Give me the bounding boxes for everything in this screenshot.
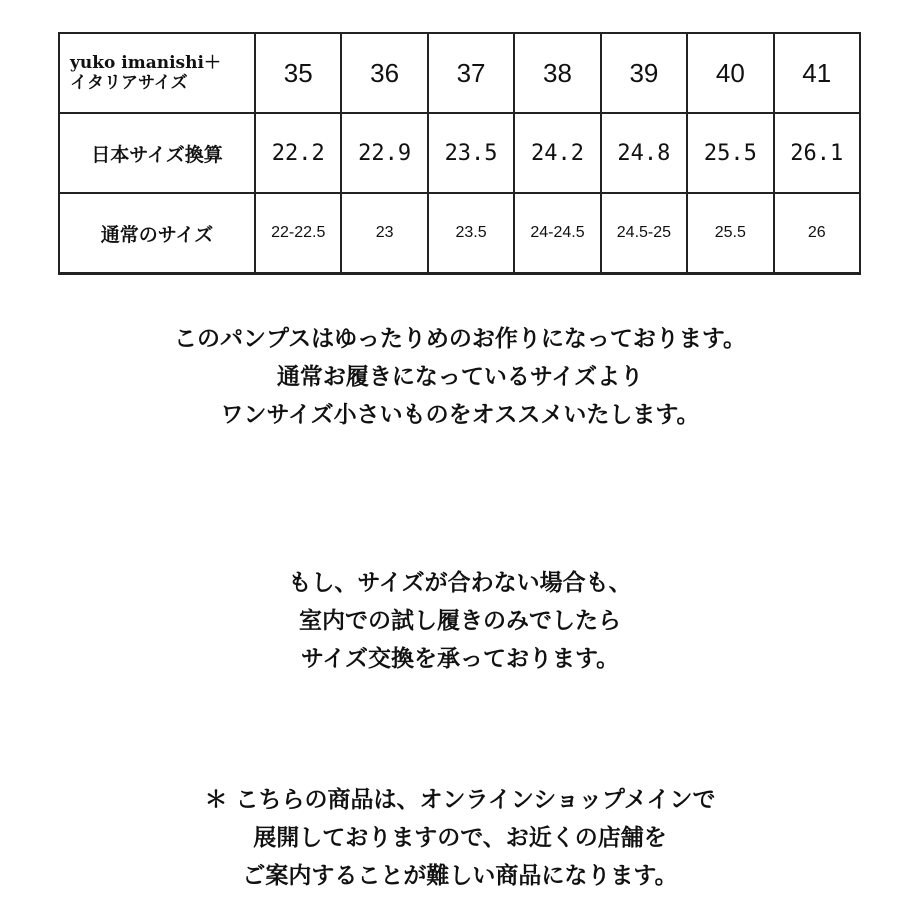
store-notice-line: 展開しておりますので、お近くの店舗を xyxy=(253,825,667,851)
usual-size-cell: 26 xyxy=(774,193,860,274)
italian-size-cell: 39 xyxy=(601,33,687,113)
size-chart-table xyxy=(58,32,861,275)
japan-size-row xyxy=(59,113,860,193)
store-notice-line: ＊ こちらの商品は、オンラインショップメインで xyxy=(204,787,716,813)
italian-size-cell: 35 xyxy=(255,33,341,113)
store-notice xyxy=(0,781,920,895)
italian-size-cell: 37 xyxy=(428,33,514,113)
usual-size-cell: 23 xyxy=(341,193,427,274)
exchange-notice-line: もし、サイズが合わない場合も、 xyxy=(288,570,632,596)
japan-size-cell: 24.8 xyxy=(601,113,687,193)
usual-size-label: 通常のサイズ xyxy=(59,193,255,274)
usual-size-cell: 24-24.5 xyxy=(514,193,600,274)
italian-size-cell: 41 xyxy=(774,33,860,113)
usual-size-cell: 23.5 xyxy=(428,193,514,274)
exchange-notice-line: 室内での試し履きのみでしたら xyxy=(299,608,621,634)
header-label-cell xyxy=(59,33,255,113)
usual-size-cell: 22-22.5 xyxy=(255,193,341,274)
store-notice-line: ご案内することが難しい商品になります。 xyxy=(242,863,678,889)
italian-size-cell: 36 xyxy=(341,33,427,113)
italian-size-cell: 40 xyxy=(687,33,773,113)
fit-notice-line: 通常お履きになっているサイズより xyxy=(276,364,644,390)
italian-size-cell: 38 xyxy=(514,33,600,113)
italian-size-row xyxy=(59,33,860,113)
usual-size-cell: 25.5 xyxy=(687,193,773,274)
fit-notice xyxy=(0,320,920,434)
japan-size-cell: 22.2 xyxy=(255,113,341,193)
exchange-notice xyxy=(0,564,920,678)
fit-notice-line: ワンサイズ小さいものをオススメいたします。 xyxy=(220,402,700,428)
japan-size-cell: 26.1 xyxy=(774,113,860,193)
japan-size-cell: 24.2 xyxy=(514,113,600,193)
header-label-line2: イタリアサイズ xyxy=(70,73,188,93)
header-label-line1: yuko imanishi＋ xyxy=(70,53,221,73)
exchange-notice-line: サイズ交換を承っております。 xyxy=(300,646,620,672)
japan-size-cell: 25.5 xyxy=(687,113,773,193)
japan-size-cell: 23.5 xyxy=(428,113,514,193)
japan-size-label: 日本サイズ換算 xyxy=(59,113,255,193)
japan-size-cell: 22.9 xyxy=(341,113,427,193)
usual-size-cell: 24.5-25 xyxy=(601,193,687,274)
fit-notice-line: このパンプスはゆったりめのお作りになっております。 xyxy=(173,326,746,352)
usual-size-row xyxy=(59,193,860,274)
